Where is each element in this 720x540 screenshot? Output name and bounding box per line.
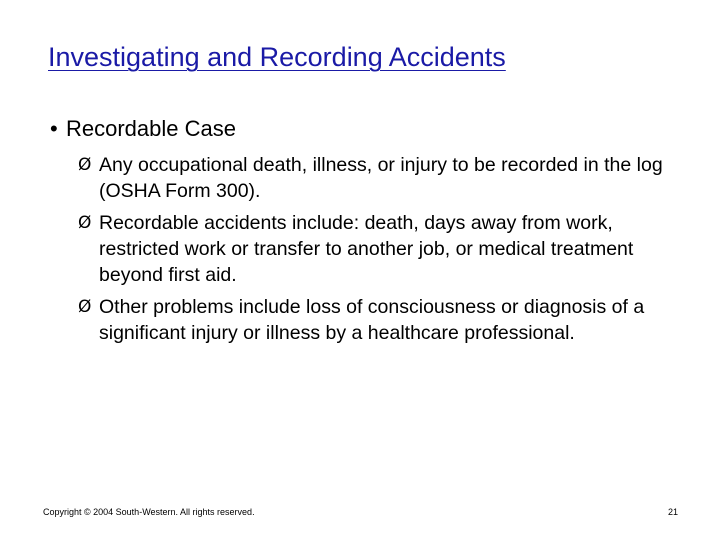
sub-bullet-item xyxy=(78,210,698,288)
arrow-bullet-icon: Ø xyxy=(78,155,92,175)
sub-bullet-item xyxy=(78,152,698,204)
page-number: 21 xyxy=(667,507,678,517)
arrow-bullet-icon: Ø xyxy=(78,297,92,317)
sub-bullet-text: Other problems include loss of consciousness or diagnosis of a significant injury or illness by a healthcare professional. xyxy=(99,296,645,344)
bullet-marker: • xyxy=(50,116,58,141)
arrow-bullet-icon: Ø xyxy=(78,213,92,233)
copyright-footer: Copyright © 2004 South-Western. All rights reserved. xyxy=(43,507,255,517)
main-bullet xyxy=(50,116,236,142)
sub-bullet-text: Any occupational death, illness, or injury to be recorded in the log (OSHA Form 300). xyxy=(99,154,663,202)
sub-bullet-text: Recordable accidents include: death, days away from work, restricted work or transfer to another job, or medical treatment beyond first aid. xyxy=(99,212,634,286)
sub-bullet-list xyxy=(78,152,698,352)
main-bullet-text: Recordable Case xyxy=(66,116,236,141)
slide-title: Investigating and Recording Accidents xyxy=(48,42,506,72)
sub-bullet-item xyxy=(78,294,698,346)
